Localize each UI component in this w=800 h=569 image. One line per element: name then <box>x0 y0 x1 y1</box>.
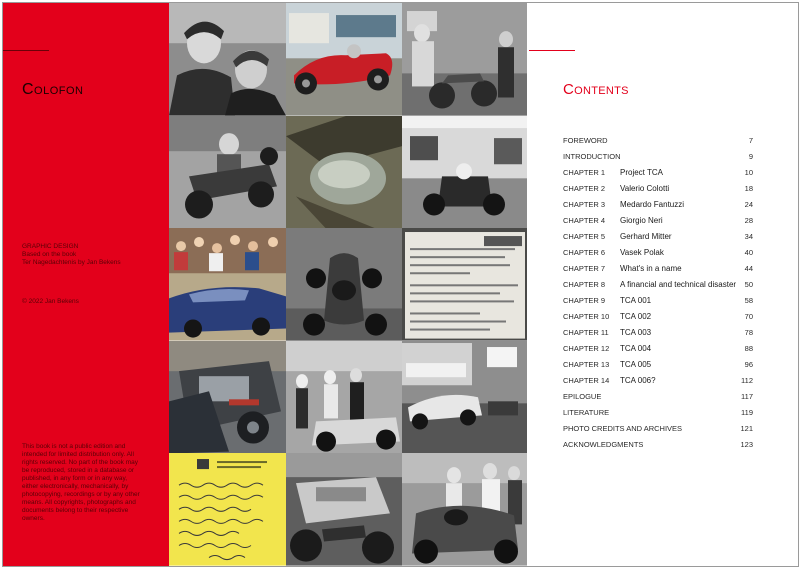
colofon-panel <box>3 3 169 566</box>
colofon-title: Colofon <box>22 81 84 98</box>
toc-entry-page-number: 112 <box>741 376 753 385</box>
toc-entry-page-number: 123 <box>740 440 753 449</box>
toc-entry-title: A financial and technical disaster <box>620 280 737 289</box>
red-race-car-photo <box>286 3 402 116</box>
toc-entry[interactable] <box>563 245 753 261</box>
photo-collage <box>169 3 527 566</box>
toc-entry-label: FOREWORD <box>563 136 608 145</box>
toc-entry-label: LITERATURE <box>563 408 610 417</box>
graphic-design-line: Based on the book <box>22 251 77 258</box>
engine-bay-photo <box>169 341 286 454</box>
toc-entry[interactable] <box>563 325 753 341</box>
toc-entry-title: TCA 002 <box>620 312 652 321</box>
toc-entry-label: CHAPTER 7 <box>563 264 606 273</box>
race-car-top-view-photo <box>286 228 402 341</box>
toc-entry-page-number: 50 <box>744 280 753 289</box>
toc-entry-label: CHAPTER 8 <box>563 280 606 289</box>
toc-entry[interactable] <box>563 309 753 325</box>
copyright-notice: © 2022 Jan Bekens <box>22 298 79 305</box>
toc-entry[interactable] <box>563 197 753 213</box>
toc-entry[interactable] <box>563 133 753 149</box>
toc-entry[interactable] <box>563 437 753 453</box>
crowd-and-car-photo <box>169 228 286 341</box>
toc-entry-page-number: 44 <box>744 264 753 273</box>
toc-entry[interactable] <box>563 373 753 389</box>
toc-entry-page-number: 121 <box>740 424 753 433</box>
toc-entry-title: TCA 001 <box>620 296 652 305</box>
bosch-garage-photo <box>402 341 527 454</box>
toc-entry-title: TCA 003 <box>620 328 652 337</box>
toc-entry-label: CHAPTER 14 <box>563 376 610 385</box>
toc-entry[interactable] <box>563 293 753 309</box>
toc-entry-title: What's in a name <box>620 264 682 273</box>
top-rule <box>529 50 575 51</box>
toc-entry[interactable] <box>563 357 753 373</box>
toc-entry-title: TCA 006? <box>620 376 656 385</box>
toc-entry-page-number: 119 <box>741 408 753 417</box>
toc-entry-page-number: 34 <box>744 232 753 241</box>
graphic-design-line: Ter Nagedachtenis by Jan Bekens <box>22 259 121 266</box>
toc-entry-label: CHAPTER 13 <box>563 360 610 369</box>
table-of-contents <box>563 133 753 453</box>
toc-entry-page-number: 7 <box>748 136 753 145</box>
toc-entry[interactable] <box>563 389 753 405</box>
toc-entry-title: Giorgio Neri <box>620 216 663 225</box>
toc-entry-label: CHAPTER 4 <box>563 216 606 225</box>
toc-entry-label: CHAPTER 5 <box>563 232 606 241</box>
toc-entry-title: Vasek Polak <box>620 248 664 257</box>
bare-chassis-photo <box>169 116 286 229</box>
toc-entry-page-number: 117 <box>741 392 753 401</box>
toc-entry-page-number: 24 <box>744 200 753 209</box>
toc-entry[interactable] <box>563 181 753 197</box>
toc-entry-page-number: 70 <box>744 312 753 321</box>
toc-entry-label: CHAPTER 2 <box>563 184 606 193</box>
toc-entry-label: CHAPTER 3 <box>563 200 606 209</box>
toc-entry-page-number: 10 <box>744 168 753 177</box>
typed-document-photo <box>402 228 527 341</box>
disclaimer-text: This book is not a public edition and intended for limited distribution only. All rights reserved. No part of the book may be reproduced, stored in a database or published, in any form or in any way, either electronically, mechanically, by photocopying, recordings or by any other means. All copyrights, photographs and documents belong to their respective owners. <box>22 443 140 522</box>
toc-entry-page-number: 18 <box>744 184 753 193</box>
toc-entry-title: TCA 005 <box>620 360 652 369</box>
engine-closeup-photo <box>286 453 402 566</box>
toc-entry-label: INTRODUCTION <box>563 152 621 161</box>
toc-entry-page-number: 40 <box>744 248 753 257</box>
handwritten-letter-photo <box>169 453 286 566</box>
graphic-design-label: GRAPHIC DESIGN <box>22 243 79 250</box>
toc-entry-label: CHAPTER 10 <box>563 312 610 321</box>
toc-entry-title: Valerio Colotti <box>620 184 670 193</box>
toc-entry-label: CHAPTER 9 <box>563 296 606 305</box>
toc-entry-title: Project TCA <box>620 168 663 177</box>
toc-entry-title: Medardo Fantuzzi <box>620 200 685 209</box>
toc-entry-page-number: 96 <box>744 360 753 369</box>
toc-entry-title: TCA 004 <box>620 344 652 353</box>
toc-entry-label: ACKNOWLEDGMENTS <box>563 440 644 449</box>
toc-entry-label: CHAPTER 11 <box>563 328 609 337</box>
toc-entry-page-number: 9 <box>748 152 753 161</box>
toc-entry[interactable] <box>563 229 753 245</box>
toc-entry-page-number: 58 <box>744 296 753 305</box>
toc-entry-title: Gerhard Mitter <box>620 232 672 241</box>
mechanics-paddock-photo <box>286 341 402 454</box>
toc-entry[interactable] <box>563 213 753 229</box>
toc-entry-page-number: 78 <box>744 328 753 337</box>
graphic-design-credit <box>22 243 162 267</box>
two-drivers-portrait-photo <box>169 3 286 116</box>
single-seater-pits-photo <box>402 116 527 229</box>
toc-entry[interactable] <box>563 277 753 293</box>
book-spread <box>2 2 799 567</box>
contents-title: Contents <box>563 81 629 98</box>
toc-entry-label: CHAPTER 12 <box>563 344 610 353</box>
toc-entry[interactable] <box>563 405 753 421</box>
workshop-chassis-photo <box>402 3 527 116</box>
toc-entry-page-number: 88 <box>744 344 753 353</box>
fuel-tank-photo <box>286 116 402 229</box>
toc-entry-label: PHOTO CREDITS AND ARCHIVES <box>563 424 683 433</box>
toc-entry-label: EPILOGUE <box>563 392 602 401</box>
toc-entry[interactable] <box>563 149 753 165</box>
toc-entry[interactable] <box>563 165 753 181</box>
top-rule <box>3 50 49 51</box>
toc-entry-page-number: 28 <box>744 216 753 225</box>
toc-entry-label: CHAPTER 1 <box>563 168 606 177</box>
toc-entry-label: CHAPTER 6 <box>563 248 606 257</box>
toc-entry[interactable] <box>563 261 753 277</box>
mechanics-with-car-photo <box>402 453 527 566</box>
toc-entry[interactable] <box>563 341 753 357</box>
toc-entry[interactable] <box>563 421 753 437</box>
